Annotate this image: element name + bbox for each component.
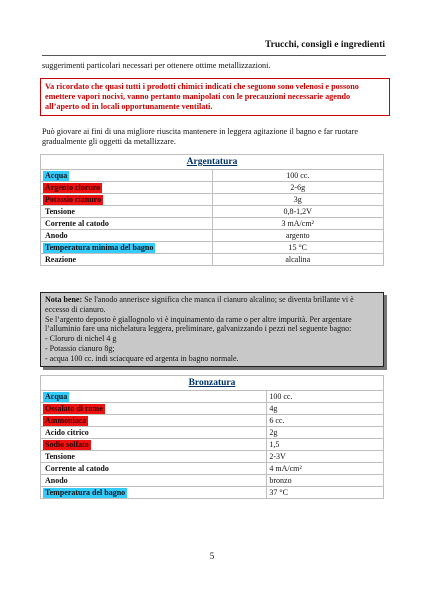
note-item: - acqua 100 cc. indi sciacquare ed argenta in bagno normale. — [45, 353, 239, 363]
table-row — [41, 439, 384, 451]
ingredient-label: Argento cloruro — [45, 182, 101, 192]
ingredient-label: Sodio solfato — [45, 439, 89, 449]
table-row — [41, 487, 384, 499]
table-row — [41, 451, 384, 463]
note-item: - Cloruro di nichel 4 g — [45, 334, 117, 344]
ingredient-value: 100 cc. — [267, 391, 384, 403]
header-rule — [42, 55, 386, 56]
body-paragraph: Può giovare ai fini di una migliore riuscita mantenere in leggera agitazione il bagno e far ruotare gradualmente gli oggetti da metallizzare. — [42, 127, 359, 146]
table-row — [41, 218, 384, 230]
warning-box: Va ricordato che quasi tutti i prodotti chimici indicati che seguono sono velenosi e possono emettere vapori nocivi, vanno pertanto manipolati con le precauzioni necessarie agendo all’aperto od in locali opportunamente ventilati. — [40, 78, 390, 116]
bronzatura-table — [40, 375, 384, 499]
ingredient-value: 4g — [267, 403, 384, 415]
table-row — [41, 182, 384, 194]
ingredient-value: 6 cc. — [267, 415, 384, 427]
table-row — [41, 415, 384, 427]
table-row — [41, 230, 384, 242]
table-row — [41, 475, 384, 487]
ingredient-label-cell — [41, 475, 267, 487]
argentatura-table — [40, 154, 384, 266]
table-row — [41, 194, 384, 206]
ingredient-label: Corrente al catodo — [45, 218, 109, 228]
ingredient-label-cell — [41, 182, 213, 194]
ingredient-label-cell — [41, 230, 213, 242]
note-text: Se l'anodo annerisce significa che manca il cianuro alcalino; se diventa brillante vi è eccesso di cianuro. — [45, 295, 354, 314]
ingredient-label: Tensione — [45, 206, 75, 216]
ingredient-value: alcalina — [212, 254, 384, 266]
ingredient-label-cell — [41, 487, 267, 499]
ingredient-label: Corrente al catodo — [45, 463, 109, 473]
ingredient-label: Ossalato di rame — [45, 403, 103, 413]
ingredient-value: 3g — [212, 194, 384, 206]
table-row — [41, 242, 384, 254]
note-text-2: Se l’argento deposto è giallognolo vi è inquinamento da rame o per altre impurità. Per argentare l’alluminio fare una nichelatura leggera, preliminare, galvanizzando i pezzi nel seguente bagno: — [45, 314, 352, 334]
running-header: Trucchi, consigli e ingredienti — [265, 40, 385, 50]
ingredient-label-cell — [41, 403, 267, 415]
table-row — [41, 206, 384, 218]
ingredient-label-cell — [41, 194, 213, 206]
argentatura-title: Argentatura — [186, 157, 238, 167]
ingredient-label: Reazione — [45, 254, 77, 264]
ingredient-value: 3 mA/cm² — [212, 218, 384, 230]
ingredient-value: argento — [212, 230, 384, 242]
table-row — [41, 391, 384, 403]
table-row — [41, 403, 384, 415]
intro-text: suggerimenti particolari necessari per ottenere ottime metallizzazioni. — [42, 61, 271, 70]
ingredient-label: Temperatura minima del bagno — [45, 242, 154, 252]
table-row — [41, 170, 384, 182]
ingredient-label: Tensione — [45, 451, 75, 461]
ingredient-label: Acqua — [45, 170, 68, 180]
ingredient-label: Acqua — [45, 391, 68, 401]
ingredient-label-cell — [41, 206, 213, 218]
ingredient-label: Potassio cianuro — [45, 194, 102, 204]
argentatura-title-cell — [41, 155, 384, 170]
ingredient-label: Anodo — [45, 475, 68, 485]
ingredient-label-cell — [41, 391, 267, 403]
ingredient-value: 0,8-1,2V — [212, 206, 384, 218]
bronzatura-title-cell — [41, 376, 384, 391]
note-box — [40, 292, 384, 367]
ingredient-label-cell — [41, 218, 213, 230]
ingredient-label: Temperatura del bagno — [45, 487, 126, 497]
ingredient-value: 100 cc. — [212, 170, 384, 182]
ingredient-value: 4 mA/cm² — [267, 463, 384, 475]
ingredient-label: Anodo — [45, 230, 68, 240]
ingredient-label-cell — [41, 242, 213, 254]
ingredient-value: 37 °C — [267, 487, 384, 499]
ingredient-value: 2-6g — [212, 182, 384, 194]
note-item: - Potassio cianuro 8g; — [45, 343, 115, 353]
table-row — [41, 463, 384, 475]
ingredient-value: 2g — [267, 427, 384, 439]
ingredient-label-cell — [41, 170, 213, 182]
table-row — [41, 254, 384, 266]
ingredient-label-cell — [41, 439, 267, 451]
ingredient-value: bronzo — [267, 475, 384, 487]
ingredient-label-cell — [41, 463, 267, 475]
page-number: 5 — [209, 551, 215, 561]
ingredient-value: 2-3V — [267, 451, 384, 463]
ingredient-label: Ammoniaca — [45, 415, 87, 425]
ingredient-label: Acido citrico — [45, 427, 89, 437]
table-row — [41, 427, 384, 439]
ingredient-label-cell — [41, 415, 267, 427]
ingredient-label-cell — [41, 254, 213, 266]
ingredient-label-cell — [41, 451, 267, 463]
ingredient-value: 15 °C — [212, 242, 384, 254]
bronzatura-title: Bronzatura — [188, 378, 236, 388]
note-lead: Nota bene: — [45, 295, 83, 304]
ingredient-value: 1,5 — [267, 439, 384, 451]
ingredient-label-cell — [41, 427, 267, 439]
